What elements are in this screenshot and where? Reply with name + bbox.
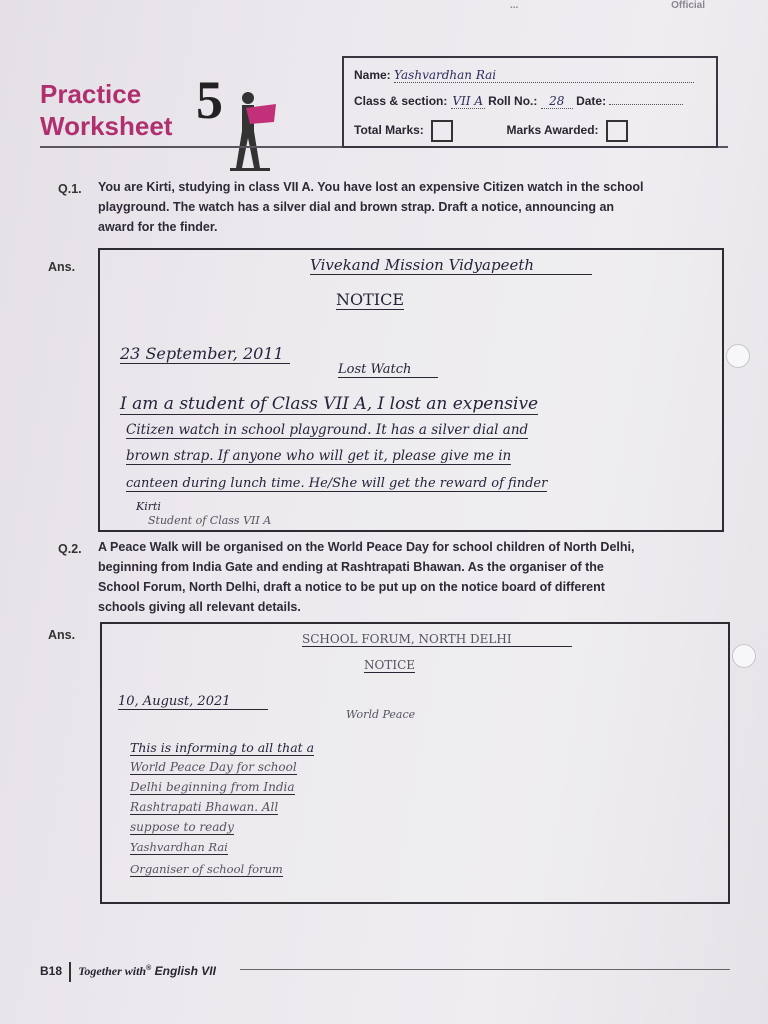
name-row bbox=[354, 68, 694, 83]
marks-row bbox=[354, 120, 628, 142]
q2-answer-box[interactable] bbox=[100, 622, 730, 904]
q1-school-name: Vivekand Mission Vidyapeeth bbox=[310, 256, 592, 275]
total-marks-box[interactable] bbox=[431, 120, 453, 142]
marks-awarded-label: Marks Awarded: bbox=[506, 123, 599, 138]
series-logo: Together with bbox=[78, 964, 147, 979]
q2-label: Q.2. bbox=[58, 542, 82, 556]
q1-notice-heading: NOTICE bbox=[336, 290, 405, 309]
title-line-2: Worksheet bbox=[40, 111, 173, 141]
marks-awarded-box[interactable] bbox=[606, 120, 628, 142]
date-label: Date: bbox=[576, 94, 607, 108]
class-field[interactable]: VII A bbox=[452, 94, 484, 108]
q2-signature-role: Organiser of school forum bbox=[130, 862, 283, 876]
q1-body-line: I am a student of Class VII A, I lost an expensive bbox=[120, 394, 539, 414]
q1-line: award for the finder. bbox=[98, 220, 218, 234]
punch-hole bbox=[726, 344, 750, 368]
q1-answer-box[interactable] bbox=[98, 248, 724, 532]
q1-ans-label: Ans. bbox=[48, 260, 76, 274]
q2-body-line: World Peace Day for school bbox=[130, 760, 297, 774]
worksheet-title bbox=[40, 70, 223, 142]
q1-body-line: brown strap. If anyone who will get it, please give me in bbox=[126, 448, 512, 464]
q2-body-line: Delhi beginning from India bbox=[130, 780, 295, 794]
q1-signature: Kirti bbox=[136, 500, 161, 513]
q2-signature: Yashvardhan Rai bbox=[130, 840, 228, 854]
q2-body-line: suppose to ready bbox=[130, 820, 234, 834]
class-row bbox=[354, 94, 683, 109]
q2-line: A Peace Walk will be organised on the World Peace Day for school children of North Delhi, bbox=[98, 540, 635, 554]
q2-school-name: SCHOOL FORUM, NORTH DELHI bbox=[302, 632, 572, 647]
q1-date: 23 September, 2011 bbox=[120, 344, 290, 364]
q2-date: 10, August, 2021 bbox=[118, 694, 268, 710]
punch-hole bbox=[732, 644, 756, 668]
total-marks-label: Total Marks: bbox=[354, 123, 424, 138]
q1-body-line: canteen during lunch time. He/She will get the reward of finder bbox=[126, 476, 548, 491]
q2-line: schools giving all relevant details. bbox=[98, 600, 301, 614]
name-field[interactable]: Yashvardhan Rai bbox=[394, 68, 694, 83]
roll-field[interactable]: 28 bbox=[541, 94, 573, 109]
q1-subject: Lost Watch bbox=[338, 362, 438, 378]
q1-body-line: Citizen watch in school playground. It has a silver dial and bbox=[126, 422, 529, 438]
q1-line: You are Kirti, studying in class VII A. You have lost an expensive Citizen watch in the school bbox=[98, 180, 644, 194]
q2-body-line: Rashtrapati Bhawan. All bbox=[130, 800, 279, 814]
q2-body-line: This is informing to all that a bbox=[130, 740, 315, 755]
title-line-1: Practice bbox=[40, 79, 142, 109]
q2-notice-heading: NOTICE bbox=[364, 658, 416, 672]
q1-label: Q.1. bbox=[58, 182, 82, 196]
q1-line: playground. The watch has a silver dial and brown strap. Draft a notice, announcing an bbox=[98, 200, 615, 214]
page-footer: B18 Together with® English VII bbox=[40, 962, 216, 982]
roll-label: Roll No.: bbox=[488, 94, 538, 108]
page-number: B18 bbox=[40, 964, 63, 979]
q2-line: School Forum, North Delhi, draft a notice to be put up on the notice board of different bbox=[98, 580, 605, 594]
q2-subject: World Peace bbox=[346, 708, 416, 721]
student-info-box bbox=[342, 56, 718, 148]
footer-subject: English VII bbox=[154, 964, 216, 979]
date-field[interactable] bbox=[609, 104, 683, 105]
q2-text bbox=[98, 537, 724, 617]
top-margin-mark: ... Official bbox=[510, 0, 706, 11]
name-label: Name: bbox=[354, 68, 391, 82]
q2-line: beginning from India Gate and ending at Rashtrapati Bhawan. As the organiser of the bbox=[98, 560, 604, 574]
reading-figure-icon bbox=[226, 88, 278, 172]
footer-separator bbox=[69, 962, 71, 982]
class-label: Class & section: bbox=[354, 94, 448, 108]
q1-text bbox=[98, 177, 724, 237]
worksheet-number: 5 bbox=[196, 70, 223, 130]
footer-rule bbox=[240, 969, 730, 970]
q2-ans-label: Ans. bbox=[48, 628, 76, 642]
q1-signature-class: Student of Class VII A bbox=[148, 514, 272, 527]
